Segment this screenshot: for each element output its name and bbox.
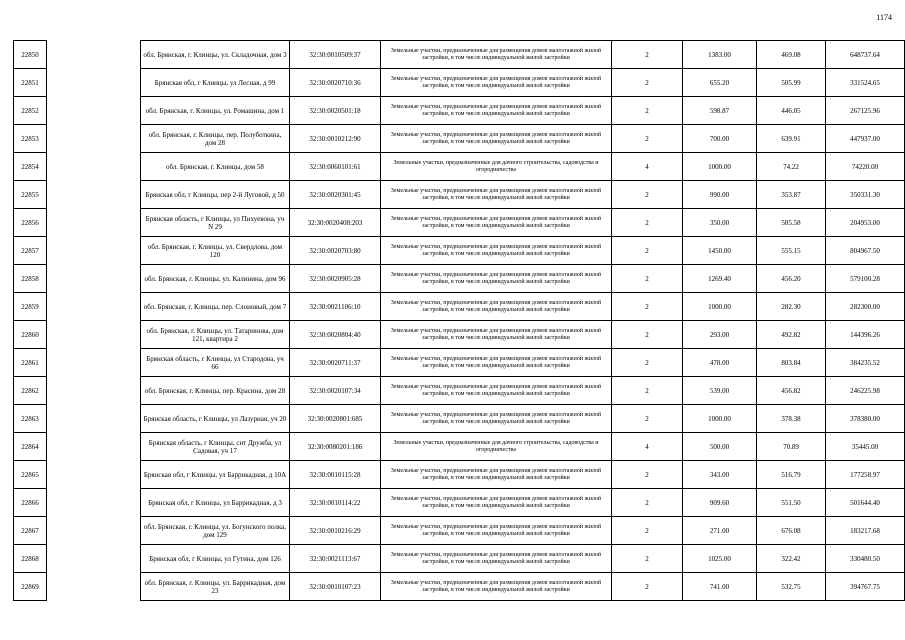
cell-land-use: Земельные участки, предназначенные для размещения домов малоэтажной жилой застройки, в том числе индивидуальной жилой застройки [381, 405, 612, 433]
cell-rate: 585.58 [757, 209, 826, 237]
cell-record-number: 22863 [14, 405, 47, 433]
cell-group: 2 [612, 573, 683, 601]
cell-cadastral-number: 32:30:0020905:28 [290, 265, 381, 293]
cell-empty [47, 545, 141, 573]
table-row [14, 377, 905, 405]
cell-cadastral-number: 32:30:0010107:23 [290, 573, 381, 601]
cell-rate: 378.38 [757, 405, 826, 433]
cell-group: 2 [612, 489, 683, 517]
table-row [14, 405, 905, 433]
cell-cadastral-number: 32:30:0021106:10 [290, 293, 381, 321]
cell-cadastral-number: 32:30:0010114:22 [290, 489, 381, 517]
cell-land-use: Земельные участки, предназначенные для размещения домов малоэтажной жилой застройки, в том числе индивидуальной жилой застройки [381, 125, 612, 153]
cell-land-use: Земельные участки, предназначенные для размещения домов малоэтажной жилой застройки, в том числе индивидуальной жилой застройки [381, 545, 612, 573]
table-row [14, 349, 905, 377]
cell-area: 1000.00 [683, 405, 757, 433]
table-row [14, 181, 905, 209]
cell-land-use: Земельные участки, предназначенные для размещения домов малоэтажной жилой застройки, в том числе индивидуальной жилой застройки [381, 265, 612, 293]
cell-empty [47, 405, 141, 433]
cell-record-number: 22864 [14, 433, 47, 461]
cell-cadastral-number: 32:30:0010509:37 [290, 41, 381, 69]
cell-cadastral-number: 32:30:0010212:90 [290, 125, 381, 153]
cell-area: 350.00 [683, 209, 757, 237]
cell-cadastral-number: 32:30:0020710:36 [290, 69, 381, 97]
cell-land-use: Земельные участки, предназначенные для дачного строительства, садоводства и огородничества [381, 153, 612, 181]
cell-area: 700.00 [683, 125, 757, 153]
cell-rate: 803.84 [757, 349, 826, 377]
cell-rate: 456.20 [757, 265, 826, 293]
cell-address: обл. Брянская, г. Клинцы, дом 58 [141, 153, 290, 181]
cell-record-number: 22854 [14, 153, 47, 181]
cell-empty [47, 461, 141, 489]
cell-land-use: Земельные участки, предназначенные для размещения домов малоэтажной жилой застройки, в том числе индивидуальной жилой застройки [381, 41, 612, 69]
cell-address: Брянская обл, г Клинцы, пер 2-й Луговой, д 50 [141, 181, 290, 209]
cell-cadastral-value: 579100.28 [826, 265, 905, 293]
cell-cadastral-value: 183217.68 [826, 517, 905, 545]
cell-record-number: 22869 [14, 573, 47, 601]
cell-area: 1269.40 [683, 265, 757, 293]
cell-group: 2 [612, 461, 683, 489]
cell-rate: 492.82 [757, 321, 826, 349]
cell-address: обл. Брянская, г. Клинцы, пер. Красина, дом 28 [141, 377, 290, 405]
page-number: 1174 [876, 13, 892, 22]
cell-group: 2 [612, 209, 683, 237]
cell-group: 2 [612, 181, 683, 209]
cell-cadastral-value: 144396.26 [826, 321, 905, 349]
cell-record-number: 22855 [14, 181, 47, 209]
cell-group: 2 [612, 237, 683, 265]
cell-cadastral-value: 330480.50 [826, 545, 905, 573]
cell-group: 2 [612, 405, 683, 433]
cell-empty [47, 293, 141, 321]
table-row [14, 489, 905, 517]
cell-cadastral-value: 394767.75 [826, 573, 905, 601]
cell-cadastral-number: 32:30:0020107:34 [290, 377, 381, 405]
cell-address: Брянская область, г Клинцы, ул Пихуевона, уч N 29 [141, 209, 290, 237]
cell-rate: 516.79 [757, 461, 826, 489]
cell-area: 1383.00 [683, 41, 757, 69]
cell-address: Брянская область, г Клинцы, снт Дружба, ул Садовая, уч 17 [141, 433, 290, 461]
cell-area: 1000.00 [683, 293, 757, 321]
cell-cadastral-value: 378380.00 [826, 405, 905, 433]
cell-empty [47, 153, 141, 181]
cell-empty [47, 97, 141, 125]
table-row [14, 517, 905, 545]
cell-address: обл. Брянская, г. Клинцы, ул. Баррикадная, дом 23 [141, 573, 290, 601]
cell-empty [47, 377, 141, 405]
table-body [14, 41, 905, 601]
cell-group: 2 [612, 377, 683, 405]
cell-record-number: 22852 [14, 97, 47, 125]
cell-group: 2 [612, 321, 683, 349]
cell-cadastral-value: 204953.00 [826, 209, 905, 237]
cell-rate: 446.05 [757, 97, 826, 125]
cell-land-use: Земельные участки, предназначенные для размещения домов малоэтажной жилой застройки, в том числе индивидуальной жилой застройки [381, 321, 612, 349]
cell-rate: 322.42 [757, 545, 826, 573]
cell-record-number: 22867 [14, 517, 47, 545]
cadastral-registry-table [13, 40, 905, 601]
table-row [14, 321, 905, 349]
cell-empty [47, 209, 141, 237]
cell-empty [47, 573, 141, 601]
cell-address: Брянская обл, г Клинцы, ул Гутина, дом 126 [141, 545, 290, 573]
cell-address: обл. Брянская, г. Клинцы, ул. Калинина, дом 96 [141, 265, 290, 293]
cell-record-number: 22856 [14, 209, 47, 237]
cell-cadastral-value: 350331.30 [826, 181, 905, 209]
cell-empty [47, 237, 141, 265]
cell-cadastral-number: 32:30:0020711:37 [290, 349, 381, 377]
cell-rate: 676.08 [757, 517, 826, 545]
cell-rate: 639.91 [757, 125, 826, 153]
cell-group: 2 [612, 41, 683, 69]
cell-address: Брянская обл, г Клинцы, ул Лесная, д 99 [141, 69, 290, 97]
cell-address: обл. Брянская, г. Клинцы, пер. Слоновый, дом 7 [141, 293, 290, 321]
table-row [14, 125, 905, 153]
cell-address: обл. Брянская, г. Клинцы, пер. Полуботкина, дом 28 [141, 125, 290, 153]
table-row [14, 293, 905, 321]
cell-area: 1000.00 [683, 153, 757, 181]
cell-area: 909.60 [683, 489, 757, 517]
cell-cadastral-value: 246225.98 [826, 377, 905, 405]
cell-empty [47, 349, 141, 377]
cell-rate: 282.30 [757, 293, 826, 321]
cell-group: 2 [612, 293, 683, 321]
cell-cadastral-number: 32:30:0020804:40 [290, 321, 381, 349]
cell-area: 598.87 [683, 97, 757, 125]
cell-group: 2 [612, 349, 683, 377]
cell-cadastral-value: 501644.40 [826, 489, 905, 517]
cell-cadastral-number: 32:30:0020801:685 [290, 405, 381, 433]
cell-cadastral-value: 267125.96 [826, 97, 905, 125]
table-row [14, 97, 905, 125]
cell-address: обл. Брянская, г. Клинцы, ул. Свердлова, дом 120 [141, 237, 290, 265]
cell-rate: 555.15 [757, 237, 826, 265]
cell-empty [47, 69, 141, 97]
cell-rate: 353.87 [757, 181, 826, 209]
cell-empty [47, 181, 141, 209]
cell-address: Брянская область, г Клинцы, ул Лазуриая, уч 20 [141, 405, 290, 433]
cell-empty [47, 433, 141, 461]
cell-empty [47, 41, 141, 69]
cell-land-use: Земельные участки, предназначенные для размещения домов малоэтажной жилой застройки, в том числе индивидуальной жилой застройки [381, 461, 612, 489]
cell-rate: 551.50 [757, 489, 826, 517]
table-row [14, 237, 905, 265]
cell-rate: 70.89 [757, 433, 826, 461]
cell-record-number: 22861 [14, 349, 47, 377]
cell-group: 4 [612, 433, 683, 461]
table-row [14, 153, 905, 181]
cell-address: Брянская обл, г Клинцы, ул Баррикадная, д 3 [141, 489, 290, 517]
table-row [14, 209, 905, 237]
cell-rate: 74.22 [757, 153, 826, 181]
cell-land-use: Земельные участки, предназначенные для размещения домов малоэтажной жилой застройки, в том числе индивидуальной жилой застройки [381, 489, 612, 517]
cell-record-number: 22858 [14, 265, 47, 293]
cell-cadastral-number: 32:30:0020703:80 [290, 237, 381, 265]
cell-cadastral-number: 32:30:0010216:29 [290, 517, 381, 545]
cell-group: 2 [612, 265, 683, 293]
cell-group: 2 [612, 125, 683, 153]
cell-empty [47, 125, 141, 153]
cell-record-number: 22860 [14, 321, 47, 349]
cell-empty [47, 517, 141, 545]
table-row [14, 573, 905, 601]
cell-record-number: 22859 [14, 293, 47, 321]
cell-record-number: 22868 [14, 545, 47, 573]
cell-cadastral-number: 32:30:0060101:61 [290, 153, 381, 181]
cell-land-use: Земельные участки, предназначенные для размещения домов малоэтажной жилой застройки, в том числе индивидуальной жилой застройки [381, 293, 612, 321]
cell-cadastral-value: 384235.52 [826, 349, 905, 377]
cell-group: 2 [612, 69, 683, 97]
cell-cadastral-value: 331524.65 [826, 69, 905, 97]
cell-area: 655.20 [683, 69, 757, 97]
table-row [14, 265, 905, 293]
cell-area: 271.00 [683, 517, 757, 545]
cell-rate: 456.82 [757, 377, 826, 405]
cell-area: 478.00 [683, 349, 757, 377]
cell-land-use: Земельные участки, предназначенные для размещения домов малоэтажной жилой застройки, в том числе индивидуальной жилой застройки [381, 377, 612, 405]
cell-record-number: 22866 [14, 489, 47, 517]
cell-address: Брянская обл, г Клинцы, ул Баррикадная, д 10А [141, 461, 290, 489]
cell-address: обл. Брянская, г. Клинцы, ул. Татаринова, дом 121, квартира 2 [141, 321, 290, 349]
cell-address: обл. Брянская, г. Клинцы, ул. Ромашина, дом 1 [141, 97, 290, 125]
cell-land-use: Земельные участки, предназначенные для размещения домов малоэтажной жилой застройки, в том числе индивидуальной жилой застройки [381, 69, 612, 97]
cell-group: 4 [612, 153, 683, 181]
cell-land-use: Земельные участки, предназначенные для размещения домов малоэтажной жилой застройки, в том числе индивидуальной жилой застройки [381, 349, 612, 377]
cell-cadastral-number: 32:30:0020408:203 [290, 209, 381, 237]
cell-cadastral-value: 35445.00 [826, 433, 905, 461]
cell-land-use: Земельные участки, предназначенные для дачного строительства, садоводства и огородничества [381, 433, 612, 461]
cell-group: 2 [612, 97, 683, 125]
cell-cadastral-number: 32:30:0021113:67 [290, 545, 381, 573]
cell-address: обл. Брянская, г. Клинцы, ул. Складочная, дом 3 [141, 41, 290, 69]
cell-cadastral-number: 32:30:0010115:28 [290, 461, 381, 489]
cell-land-use: Земельные участки, предназначенные для размещения домов малоэтажной жилой застройки, в том числе индивидуальной жилой застройки [381, 517, 612, 545]
cell-area: 539.00 [683, 377, 757, 405]
cell-land-use: Земельные участки, предназначенные для размещения домов малоэтажной жилой застройки, в том числе индивидуальной жилой застройки [381, 573, 612, 601]
cell-cadastral-value: 648737.64 [826, 41, 905, 69]
cell-area: 500.00 [683, 433, 757, 461]
cell-rate: 505.99 [757, 69, 826, 97]
cell-area: 741.00 [683, 573, 757, 601]
cell-area: 343.00 [683, 461, 757, 489]
cell-record-number: 22857 [14, 237, 47, 265]
cell-area: 293.00 [683, 321, 757, 349]
cell-area: 990.00 [683, 181, 757, 209]
cell-rate: 532.75 [757, 573, 826, 601]
cell-empty [47, 265, 141, 293]
table-row [14, 545, 905, 573]
cell-record-number: 22865 [14, 461, 47, 489]
cell-address: обл. Брянская, г. Клинцы, ул. Богунского полка, дом 129 [141, 517, 290, 545]
cell-address: Брянская область, г Клинцы, ул Стародова, уч 66 [141, 349, 290, 377]
cell-rate: 469.08 [757, 41, 826, 69]
cell-cadastral-value: 804967.50 [826, 237, 905, 265]
cell-cadastral-number: 32:30:0020501:18 [290, 97, 381, 125]
cell-land-use: Земельные участки, предназначенные для размещения домов малоэтажной жилой застройки, в том числе индивидуальной жилой застройки [381, 181, 612, 209]
cell-cadastral-value: 74220.00 [826, 153, 905, 181]
cell-cadastral-number: 32:30:0020301:45 [290, 181, 381, 209]
cell-cadastral-value: 177258.97 [826, 461, 905, 489]
table-row [14, 41, 905, 69]
cell-empty [47, 321, 141, 349]
cell-area: 1025.00 [683, 545, 757, 573]
cell-cadastral-number: 32:30:0080201:186 [290, 433, 381, 461]
cell-group: 2 [612, 517, 683, 545]
cell-land-use: Земельные участки, предназначенные для размещения домов малоэтажной жилой застройки, в том числе индивидуальной жилой застройки [381, 237, 612, 265]
table-row [14, 433, 905, 461]
cell-group: 2 [612, 545, 683, 573]
cell-empty [47, 489, 141, 517]
cell-land-use: Земельные участки, предназначенные для размещения домов малоэтажной жилой застройки, в том числе индивидуальной жилой застройки [381, 209, 612, 237]
cell-cadastral-value: 447937.00 [826, 125, 905, 153]
cell-record-number: 22862 [14, 377, 47, 405]
cell-record-number: 22850 [14, 41, 47, 69]
cell-record-number: 22853 [14, 125, 47, 153]
cell-land-use: Земельные участки, предназначенные для размещения домов малоэтажной жилой застройки, в том числе индивидуальной жилой застройки [381, 97, 612, 125]
cell-area: 1450.00 [683, 237, 757, 265]
table-row [14, 461, 905, 489]
cell-record-number: 22851 [14, 69, 47, 97]
table-row [14, 69, 905, 97]
cell-cadastral-value: 282300.00 [826, 293, 905, 321]
